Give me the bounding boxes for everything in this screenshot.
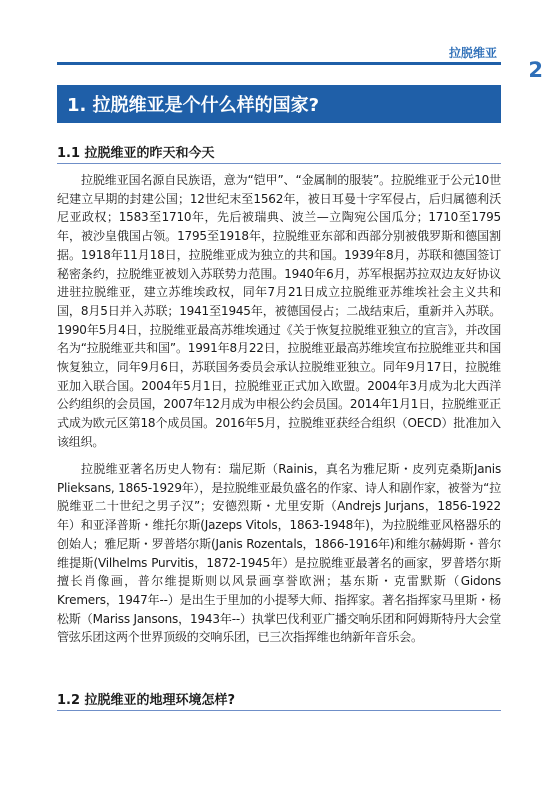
section-rule: [57, 710, 501, 711]
body-paragraph: [57, 460, 501, 647]
paragraph-text: 拉脱维亚国名源自民族语，意为“铠甲”、“金属制的服装”。拉脱维亚于公元10世纪建立早期的封建公国；12世纪末至1562年，被日耳曼十字军侵占，后归属德利沃尼亚政权；1583至1710年，先后被瑞典、波兰—立陶宛公国瓜分；1710至1795年，被沙皇俄国占领。1795至1918年，拉脱维亚东部和西部分别被俄罗斯和德国割据。1918年11月18日，拉脱维亚成为独立的共和国。1939年8月，苏联和德国签订秘密条约，拉脱维亚被划入苏联势力范围。1940年6月，苏军根据苏拉双边友好协议进驻拉脱维亚，建立苏维埃政权，同年7月21日成立拉脱维亚苏维埃社会主义共和国，8月5日并入苏联；1941至1945年，被德国侵占；二战结束后，重新并入苏联。1990年5月4日，拉脱维亚最高苏维埃通过《关于恢复拉脱维亚独立的宣言》，并改国名为“拉脱维亚共和国”。1991年8月22日，拉脱维亚最高苏维埃宣布拉脱维亚共和国恢复独立，同年9月6日，苏联国务委员会承认拉脱维亚独立。同年9月17日，拉脱维亚加入联合国。2004年5月1日，拉脱维亚正式加入欧盟。2004年3月成为北大西洋公约组织的会员国，2007年12月成为申根公约会员国。2014年1月1日，拉脱维亚正式成为欧元区第18个成员国。2016年5月，拉脱维亚获经合组织（OECD）批准加入该组织。: [57, 173, 501, 449]
chapter-banner: [57, 85, 501, 123]
header-rule: [57, 62, 501, 65]
page-number: 2: [528, 58, 543, 82]
chapter-title: 1. 拉脱维亚是个什么样的国家?: [67, 95, 320, 116]
body-paragraph: [57, 171, 501, 452]
section-heading: 1.1 拉脱维亚的昨天和今天: [57, 146, 215, 161]
section-rule: [57, 163, 501, 164]
section-heading: 1.2 拉脱维亚的地理环境怎样?: [57, 693, 236, 708]
paragraph-text: 拉脱维亚著名历史人物有：瑞尼斯（Rainis，真名为雅尼斯・皮列克桑斯Janis Plieksans, 1865-1929年），是拉脱维亚最负盛名的作家、诗人和剧作家，被誉为“拉脱维亚二十世纪之男子汉”；安德烈斯・尤里安斯（Andrejs Jurjans，1856-1922年）和亚泽普斯・维托尔斯(Jazeps Vitols，1863-1948年)，为拉脱维亚风格器乐的创始人；雅尼斯・罗普塔尔斯(Janis Rozentals，1866-1916年)和维尔赫姆斯・普尔维提斯(Vilhelms Purvitis，1872-1945年）是拉脱维亚最著名的画家，罗普塔尔斯擅长肖像画，普尔维提斯则以风景画享誉欧洲；基东斯・克雷默斯（Gidons Kremers，1947年--）是出生于里加的小提琴大师、指挥家。著名指挥家马里斯・杨松斯（Mariss Jansons，1943年--）执掌巴伐利亚广播交响乐团和阿姆斯特丹大会堂管弦乐团这两个世界顶级的交响乐团，已三次指挥维也纳新年音乐会。: [57, 462, 501, 645]
running-header-title: 拉脱维亚: [448, 46, 497, 60]
